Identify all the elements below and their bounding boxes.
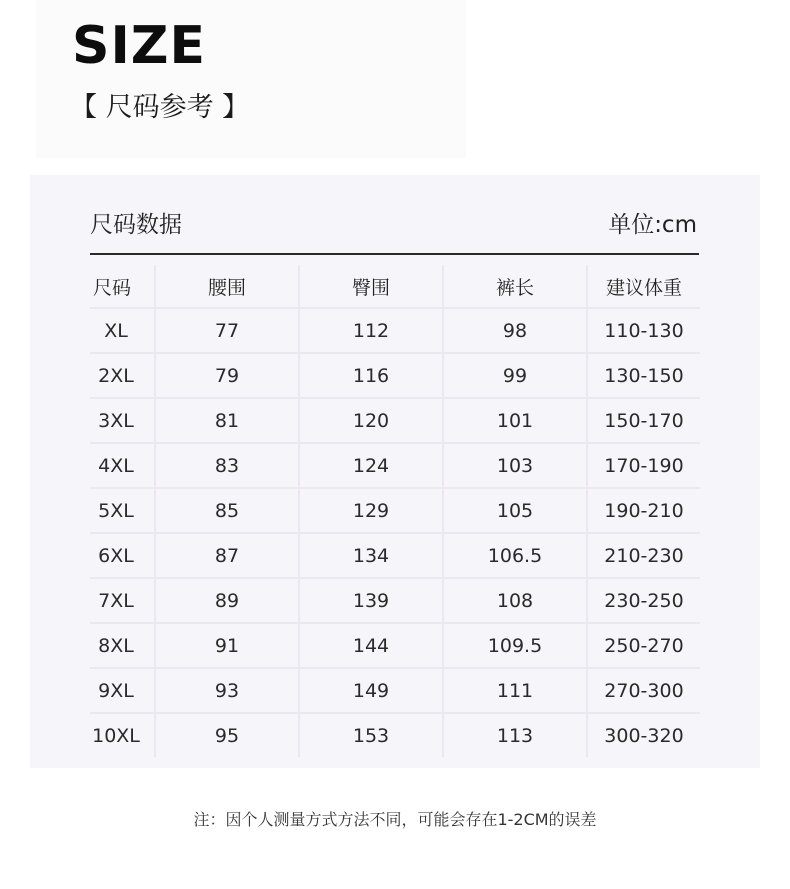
table-row — [90, 668, 700, 713]
weight-cell: 250-270 — [587, 623, 700, 668]
length-cell: 108 — [443, 578, 587, 623]
column-header-weight: 建议体重 — [587, 265, 700, 308]
weight-cell: 170-190 — [587, 443, 700, 488]
weight-cell: 270-300 — [587, 668, 700, 713]
waist-cell: 87 — [155, 533, 299, 578]
page-title: SIZE — [72, 16, 207, 76]
weight-cell: 230-250 — [587, 578, 700, 623]
table-row — [90, 533, 700, 578]
table-row — [90, 398, 700, 443]
size-cell: 8XL — [90, 623, 155, 668]
length-cell: 103 — [443, 443, 587, 488]
size-cell: 5XL — [90, 488, 155, 533]
waist-cell: 81 — [155, 398, 299, 443]
length-cell: 111 — [443, 668, 587, 713]
size-cell: 2XL — [90, 353, 155, 398]
waist-cell: 93 — [155, 668, 299, 713]
hip-cell: 129 — [299, 488, 443, 533]
size-cell: 7XL — [90, 578, 155, 623]
weight-cell: 110-130 — [587, 308, 700, 353]
hip-cell: 139 — [299, 578, 443, 623]
length-cell: 113 — [443, 713, 587, 757]
waist-cell: 77 — [155, 308, 299, 353]
waist-cell: 95 — [155, 713, 299, 757]
column-header-size: 尺码 — [90, 265, 155, 308]
unit-label: 单位:cm — [608, 212, 697, 238]
hip-cell: 134 — [299, 533, 443, 578]
table-title: 尺码数据 — [90, 212, 182, 238]
hip-cell: 112 — [299, 308, 443, 353]
waist-cell: 89 — [155, 578, 299, 623]
waist-cell: 83 — [155, 443, 299, 488]
weight-cell: 300-320 — [587, 713, 700, 757]
length-cell: 109.5 — [443, 623, 587, 668]
weight-cell: 130-150 — [587, 353, 700, 398]
column-header-length: 裤长 — [443, 265, 587, 308]
length-cell: 101 — [443, 398, 587, 443]
page-subtitle: 【 尺码参考 】 — [70, 92, 250, 123]
length-cell: 106.5 — [443, 533, 587, 578]
weight-cell: 190-210 — [587, 488, 700, 533]
length-cell: 105 — [443, 488, 587, 533]
hip-cell: 149 — [299, 668, 443, 713]
length-cell: 98 — [443, 308, 587, 353]
hip-cell: 120 — [299, 398, 443, 443]
waist-cell: 79 — [155, 353, 299, 398]
weight-cell: 210-230 — [587, 533, 700, 578]
waist-cell: 85 — [155, 488, 299, 533]
table-header-row — [90, 265, 700, 308]
hip-cell: 144 — [299, 623, 443, 668]
size-table — [90, 265, 700, 757]
size-cell: XL — [90, 308, 155, 353]
waist-cell: 91 — [155, 623, 299, 668]
measurement-note: 注：因个人测量方式方法不同，可能会存在1-2CM的误差 — [193, 810, 597, 829]
weight-cell: 150-170 — [587, 398, 700, 443]
table-row — [90, 623, 700, 668]
table-row — [90, 488, 700, 533]
table-row — [90, 578, 700, 623]
hip-cell: 153 — [299, 713, 443, 757]
size-cell: 9XL — [90, 668, 155, 713]
title-divider — [90, 253, 699, 255]
hip-cell: 124 — [299, 443, 443, 488]
column-header-hip: 臀围 — [299, 265, 443, 308]
size-cell: 6XL — [90, 533, 155, 578]
size-cell: 3XL — [90, 398, 155, 443]
table-row — [90, 308, 700, 353]
table-row — [90, 443, 700, 488]
column-header-waist: 腰围 — [155, 265, 299, 308]
table-row — [90, 353, 700, 398]
hip-cell: 116 — [299, 353, 443, 398]
length-cell: 99 — [443, 353, 587, 398]
size-cell: 4XL — [90, 443, 155, 488]
size-cell: 10XL — [92, 724, 140, 747]
table-row — [90, 713, 700, 757]
size-chart-panel — [30, 175, 760, 768]
